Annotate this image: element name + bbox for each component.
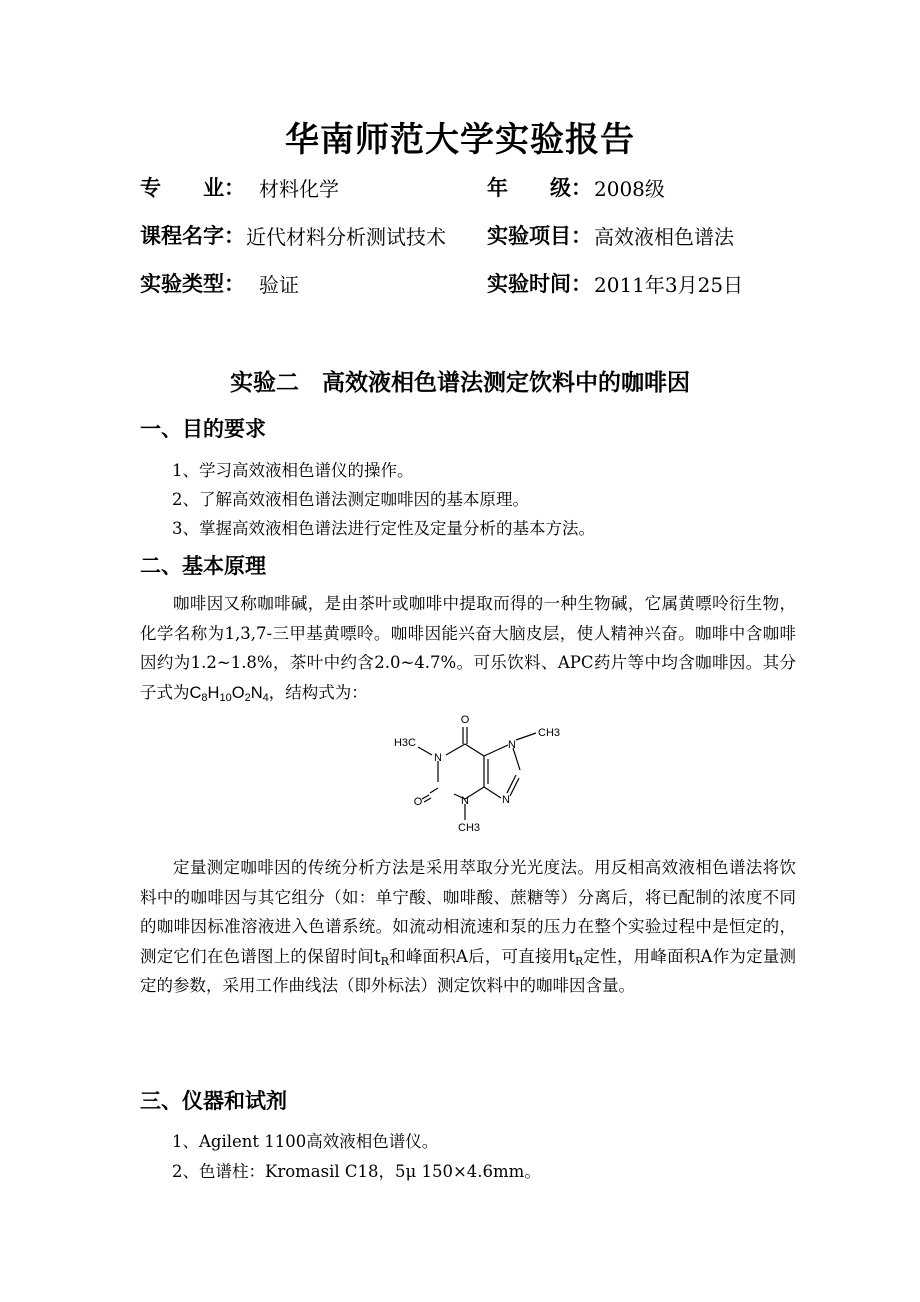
project-label: 实验项目： [487, 224, 592, 248]
experiment-title: 实验二 高效液相色谱法测定饮料中的咖啡因 [230, 370, 690, 396]
principle-text: 咖啡因又称咖啡碱，是由茶叶或咖啡中提取而得的一种生物碱，它属黄嘌呤衍生物，化学名称为1,3,7-三甲基黄嘌呤。咖啡因能兴奋大脑皮层，使人精神兴奋。咖啡中含咖啡因约为1.2~1.8%，茶叶中约含2.0~4.7%。可乐饮料、APC药片等中均含咖啡因。其分子式为 [140, 594, 796, 702]
list-item: 2、了解高效液相色谱法测定咖啡因的基本原理。 [172, 490, 529, 509]
tr-symbol: $t_R$ [568, 946, 584, 968]
section2-heading: 二、基本原理 [140, 554, 266, 578]
method-paragraph [140, 853, 796, 1001]
grade-label: 年 级： [487, 176, 592, 200]
list-item: 3、掌握高效液相色谱法进行定性及定量分析的基本方法。 [172, 519, 595, 538]
project-value: 高效液相色谱法 [594, 225, 734, 249]
methyl-bottom: CH3 [458, 822, 481, 834]
time-value: 2011年3月25日 [594, 273, 744, 297]
section3-heading: 三、仪器和试剂 [140, 1089, 287, 1113]
course-value: 近代材料分析测试技术 [246, 225, 446, 249]
principle-paragraph [140, 589, 796, 708]
method-text-c: 定性，用峰面积A作为定量测定的参数，采用工作曲线法（即外标法）测定饮料中的咖啡因含量。 [140, 946, 797, 995]
atom-n7: N [508, 739, 516, 751]
major-value: 材料化学 [259, 177, 339, 201]
time-label: 实验时间： [487, 272, 592, 296]
method-text-b: 和峰面积A后，可直接用 [388, 946, 569, 966]
type-label: 实验类型： [140, 272, 245, 296]
grade-value: 2008级 [594, 177, 665, 201]
report-title: 华南师范大学实验报告 [285, 120, 635, 160]
section1-heading: 一、目的要求 [140, 417, 266, 441]
list-item: 2、色谱柱：Kromasil C18，5μ 150×4.6mm。 [172, 1162, 541, 1181]
list-item: 1、Agilent 1100高效液相色谱仪。 [172, 1132, 439, 1151]
atom-n3: N [461, 795, 469, 807]
type-value: 验证 [259, 273, 299, 297]
tr-symbol: $t_R$ [373, 946, 389, 968]
list-item: 1、学习高效液相色谱仪的操作。 [172, 461, 414, 480]
major-label: 专 业： [140, 176, 245, 200]
principle-tail: ，结构式为： [268, 682, 368, 702]
methyl-left: H3C [393, 737, 416, 749]
atom-oxygen-top: O [460, 714, 470, 726]
course-label: 课程名字： [140, 224, 245, 248]
caffeine-structure [380, 708, 580, 838]
atom-n9: N [502, 794, 510, 806]
method-text-a: 定量测定咖啡因的传统分析方法是采用萃取分光光度法。用反相高效液相色谱法将饮料中的咖啡因与其它组分（如：单宁酸、咖啡酸、蔗糖等）分离后，将已配制的浓度不同的咖啡因标准溶液进入色谱系统。如流动相流速和泵的压力在整个实验过程中是恒定的，测定它们在色谱图上的保留时间 [140, 858, 796, 966]
atom-n1: N [434, 752, 442, 764]
atom-oxygen-left: O [413, 796, 423, 808]
molecular-formula: $C_8H_{10}O_2N_4$ [189, 683, 269, 704]
methyl-right: CH3 [538, 727, 561, 739]
